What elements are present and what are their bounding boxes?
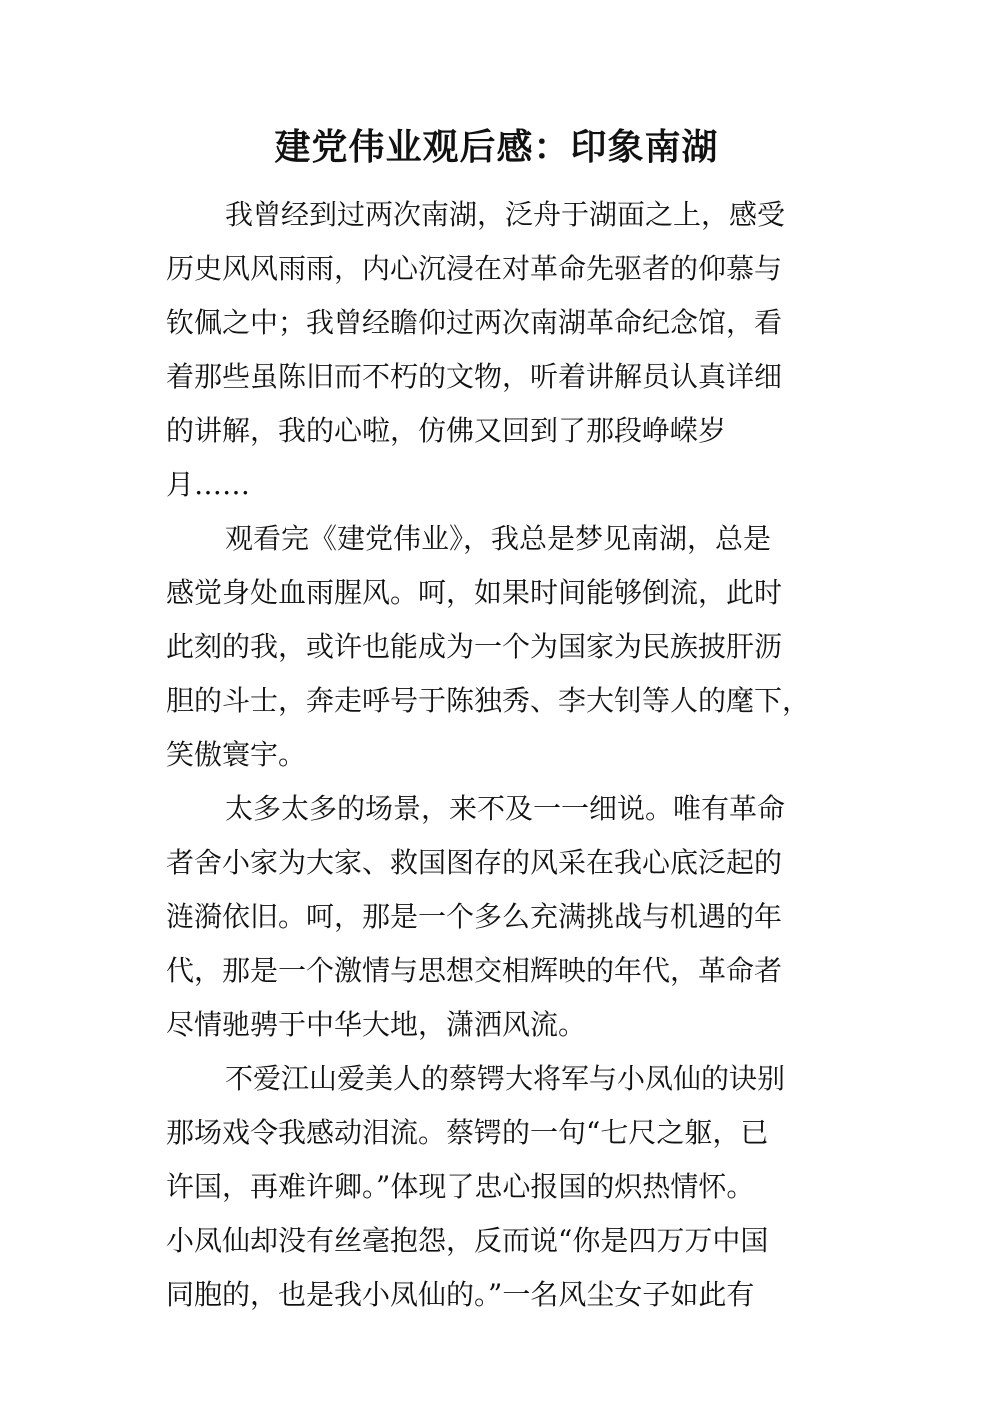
paragraph-line: 同胞的，也是我小凤仙的。”一名风尘女子如此有 — [166, 1278, 755, 1311]
paragraph-line: 历史风风雨雨，内心沉浸在对革命先驱者的仰慕与 — [166, 252, 783, 285]
paragraph-line: 感觉身处血雨腥风。呵，如果时间能够倒流，此时 — [166, 576, 783, 609]
paragraph-line: 代，那是一个激情与思想交相辉映的年代，革命者 — [166, 954, 783, 987]
paragraph-line: 者舍小家为大家、救国图存的风采在我心底泛起的 — [166, 846, 783, 879]
paragraph-line: 的讲解，我的心啦，仿佛又回到了那段峥嵘岁 — [166, 414, 727, 447]
paragraph-line: 许国，再难许卿。”体现了忠心报国的炽热情怀。 — [166, 1170, 755, 1203]
paragraph-line: 涟漪依旧。呵，那是一个多么充满挑战与机遇的年 — [166, 900, 783, 933]
document-title: 建党伟业观后感：印象南湖 — [274, 127, 719, 168]
paragraph-line: 不爱江山爱美人的蔡锷大将军与小凤仙的诀别 — [225, 1062, 786, 1095]
paragraph-line: 胆的斗士，奔走呼号于陈独秀、李大钊等人的麾下， — [166, 684, 811, 717]
paragraph-line: 月…… — [166, 468, 251, 501]
paragraph-line: 小凤仙却没有丝毫抱怨，反而说“你是四万万中国 — [166, 1224, 769, 1257]
paragraph-2 — [166, 512, 830, 782]
paragraph-line: 尽情驰骋于中华大地，潇洒风流。 — [166, 1008, 587, 1041]
paragraph-line: 着那些虽陈旧而不朽的文物，听着讲解员认真详细 — [166, 360, 783, 393]
paragraph-line: 此刻的我，或许也能成为一个为国家为民族披肝沥 — [166, 630, 783, 663]
paragraph-1 — [166, 188, 830, 512]
paragraph-3 — [166, 782, 830, 1052]
paragraph-line: 观看完《建党伟业》，我总是梦见南湖，总是 — [225, 522, 772, 555]
paragraph-line: 钦佩之中；我曾经瞻仰过两次南湖革命纪念馆，看 — [166, 306, 783, 339]
document-body — [166, 188, 830, 1322]
paragraph-line: 那场戏令我感动泪流。蔡锷的一句“七尺之躯，已 — [166, 1116, 769, 1149]
paragraph-line: 我曾经到过两次南湖，泛舟于湖面之上，感受 — [225, 198, 786, 231]
paragraph-4 — [166, 1052, 830, 1322]
paragraph-line: 笑傲寰宇。 — [166, 738, 307, 771]
paragraph-line: 太多太多的场景，来不及一一细说。唯有革命 — [225, 792, 786, 825]
